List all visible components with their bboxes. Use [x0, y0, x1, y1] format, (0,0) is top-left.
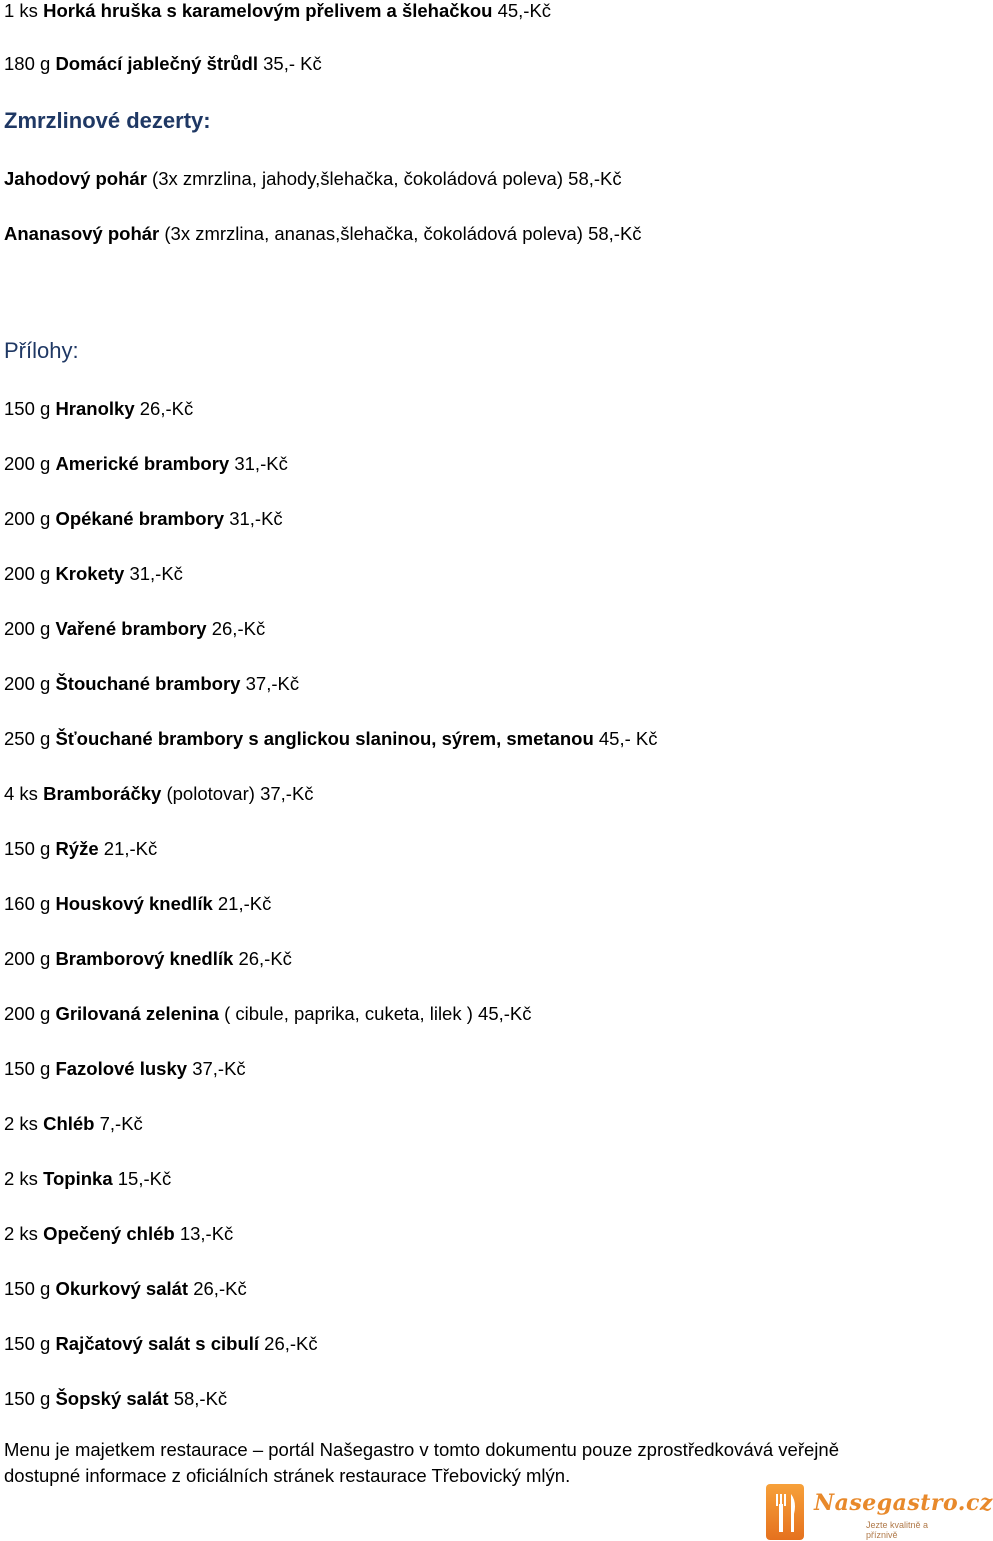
menu-item-side: [4, 508, 283, 530]
item-name: Hranolky: [55, 398, 135, 419]
item-name: Domácí jablečný štrůdl: [55, 53, 258, 74]
item-price: 58,-Kč: [568, 168, 622, 189]
item-price: 35,- Kč: [263, 53, 322, 74]
menu-item-side: [4, 1058, 246, 1080]
menu-item-side: [4, 1333, 318, 1355]
menu-item-side: [4, 673, 299, 695]
menu-item-side: [4, 618, 265, 640]
item-price: 37,-Kč: [192, 1058, 246, 1079]
item-price: 26,-Kč: [139, 398, 194, 419]
item-name: Štouchané brambory: [55, 673, 241, 694]
menu-item-side: [4, 783, 314, 805]
item-price: 37,-Kč: [260, 783, 314, 804]
menu-item-side: [4, 1168, 171, 1190]
item-price: 26,-Kč: [211, 618, 266, 639]
menu-item-dessert-2: [4, 223, 642, 245]
item-name: Bramborový knedlík: [55, 948, 234, 969]
item-qty: 200 g: [4, 453, 51, 474]
item-name: Krokety: [55, 563, 125, 584]
item-name: Rajčatový salát s cibulí: [55, 1333, 260, 1354]
item-name: Bramboráčky: [43, 783, 162, 804]
item-name: Šopský salát: [55, 1388, 169, 1409]
item-price: 58,-Kč: [588, 223, 642, 244]
item-qty: 4 ks: [4, 783, 38, 804]
item-price: 45,-Kč: [497, 0, 552, 21]
item-price: 21,-Kč: [217, 893, 272, 914]
item-qty: 2 ks: [4, 1168, 38, 1189]
item-price: 45,-Kč: [478, 1003, 532, 1024]
item-qty: 250 g: [4, 728, 51, 749]
item-name: Opečený chléb: [43, 1223, 175, 1244]
menu-item-dessert-1: [4, 168, 622, 190]
fork-knife-icon: [766, 1484, 804, 1540]
item-name: Šťouchané brambory s anglickou slaninou, sýrem, smetanou: [55, 728, 594, 749]
item-qty: 200 g: [4, 1003, 51, 1024]
item-qty: 150 g: [4, 1333, 51, 1354]
menu-item-side: [4, 453, 288, 475]
item-qty: 2 ks: [4, 1223, 38, 1244]
item-price: 26,-Kč: [238, 948, 292, 969]
menu-item-side: [4, 728, 658, 750]
item-qty: 150 g: [4, 838, 51, 859]
section-heading-desserts: Zmrzlinové dezerty:: [4, 108, 211, 133]
item-name: Horká hruška s karamelovým přelivem a šlehačkou: [43, 0, 493, 21]
item-qty: 200 g: [4, 673, 51, 694]
menu-item-side: [4, 1113, 143, 1135]
item-qty: 160 g: [4, 893, 51, 914]
item-qty: 150 g: [4, 398, 51, 419]
logo-text: Nasegastro.cz: [814, 1490, 993, 1516]
menu-item-1: 1 ks Horká hruška s karamelovým přelivem a šlehačkou 45,-Kč: [4, 0, 552, 21]
item-name: Topinka: [43, 1168, 113, 1189]
item-qty: 150 g: [4, 1278, 51, 1299]
item-price: 58,-Kč: [173, 1388, 228, 1409]
item-qty: 200 g: [4, 508, 51, 529]
item-name: Grilovaná zelenina: [55, 1003, 219, 1024]
menu-item-side: [4, 1223, 233, 1245]
item-name: Fazolové lusky: [55, 1058, 188, 1079]
item-name: Vařené brambory: [55, 618, 207, 639]
logo-tagline: Jezte kvalitně a příznivě: [866, 1520, 929, 1540]
footer-disclaimer: Menu je majetkem restaurace – portál Našegastro v tomto dokumentu pouze zprostředkovává veřejně dostupné informace z oficiálních stránek restaurace Třebovický mlýn.: [4, 1439, 839, 1486]
menu-item-side: [4, 398, 193, 420]
item-qty: 200 g: [4, 618, 51, 639]
item-qty: 2 ks: [4, 1113, 38, 1134]
menu-item-side: [4, 563, 183, 585]
item-price: 31,-Kč: [229, 508, 283, 529]
item-name: Ananasový pohár: [4, 223, 160, 244]
item-name: Okurkový salát: [55, 1278, 189, 1299]
item-qty: 200 g: [4, 948, 51, 969]
menu-item-side: [4, 1003, 532, 1025]
item-desc: (3x zmrzlina, ananas,šlehačka, čokoládová poleva): [164, 223, 583, 244]
item-price: 31,-Kč: [129, 563, 183, 584]
item-qty: 150 g: [4, 1388, 51, 1409]
item-price: 21,-Kč: [103, 838, 158, 859]
item-name: Houskový knedlík: [55, 893, 213, 914]
menu-item-side: [4, 838, 157, 860]
section-heading-sides: Přílohy:: [4, 338, 79, 363]
item-price: 7,-Kč: [99, 1113, 143, 1134]
item-price: 15,-Kč: [117, 1168, 172, 1189]
item-price: 26,-Kč: [264, 1333, 318, 1354]
nasegastro-logo: [766, 1484, 993, 1540]
item-price: 31,-Kč: [234, 453, 288, 474]
item-qty: 150 g: [4, 1058, 51, 1079]
item-price: 37,-Kč: [245, 673, 300, 694]
menu-item-side: [4, 893, 271, 915]
item-name: Americké brambory: [55, 453, 230, 474]
menu-item-side: [4, 1388, 227, 1410]
item-price: 13,-Kč: [179, 1223, 234, 1244]
item-price: 45,- Kč: [598, 728, 658, 749]
item-price: 26,-Kč: [193, 1278, 247, 1299]
menu-item-side: [4, 1278, 247, 1300]
item-name: Rýže: [55, 838, 99, 859]
item-desc: (polotovar): [166, 783, 255, 804]
menu-item-2: 180 g Domácí jablečný štrůdl 35,- Kč: [4, 53, 322, 74]
menu-item-side: [4, 948, 292, 970]
item-qty: 200 g: [4, 563, 51, 584]
item-desc: (3x zmrzlina, jahody,šlehačka, čokoládová poleva): [152, 168, 564, 189]
item-name: Chléb: [43, 1113, 95, 1134]
item-name: Opékané brambory: [55, 508, 225, 529]
item-name: Jahodový pohár: [4, 168, 147, 189]
item-desc: ( cibule, paprika, cuketa, lilek ): [224, 1003, 473, 1024]
